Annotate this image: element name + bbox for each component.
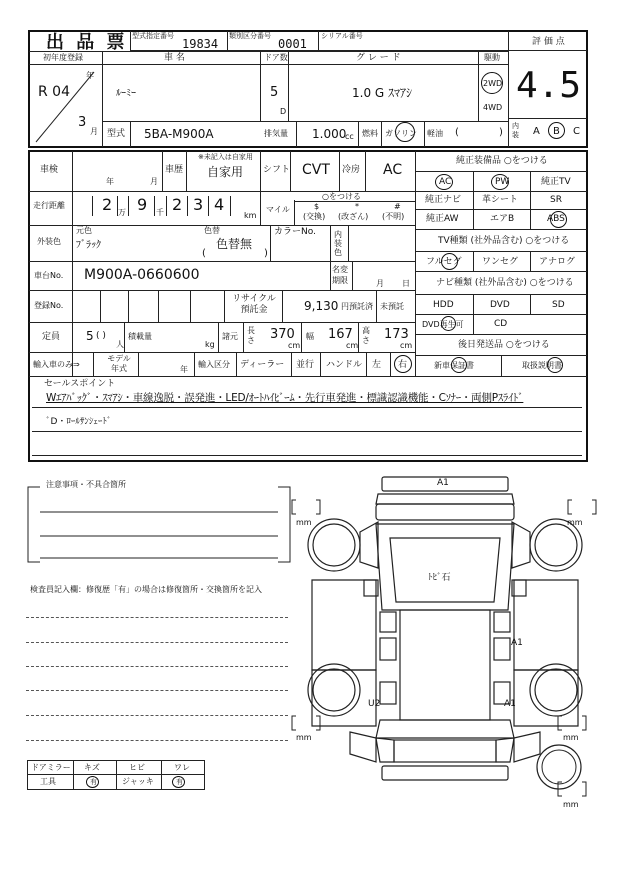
parallel-option[interactable]: 並行	[296, 360, 315, 370]
inspector-label: 検査員記入欄：修復歴「有」の場合は修復箇所・交換箇所を記入	[30, 585, 262, 594]
damage-a1-rear: A1	[504, 699, 516, 709]
damage-windshield: ﾄﾋﾞ石	[428, 573, 451, 583]
grade-value: 1.0 G ｽﾏｱｼ	[352, 86, 413, 100]
equip-sr[interactable]: SR	[550, 195, 562, 205]
light-oil-label[interactable]: 軽油	[427, 129, 443, 138]
handle-right[interactable]: 右	[398, 360, 408, 370]
category-value: 0001	[278, 37, 307, 51]
drive-label: 駆動	[484, 53, 500, 62]
type-designation-value: 19834	[182, 37, 219, 51]
handle-label: ハンドル	[326, 360, 363, 370]
diagram-mm-rl: mm	[296, 733, 312, 742]
doors-type: D	[280, 107, 287, 116]
diagram-mm-rr: mm	[563, 733, 579, 742]
rear-bumper	[382, 766, 508, 780]
shift-label: シフト	[263, 165, 291, 175]
interior-option-b[interactable]: B	[553, 126, 560, 137]
interior-b-circle	[548, 122, 565, 139]
later-manual[interactable]: 取扱説明書	[522, 361, 562, 370]
recycle-label: リサイクル預託金	[232, 294, 276, 315]
tv-oneseg[interactable]: ワンセグ	[482, 257, 519, 267]
history-note: ※未記入は自家用	[198, 153, 253, 161]
spare-wheel	[534, 742, 584, 792]
legend-table: ドアミラー キズ ヒビ ワレ 工具 有 ジャッキ 有	[27, 760, 205, 790]
drive-2wd-circle	[481, 72, 503, 94]
rear-hatch	[394, 740, 496, 762]
later-title: 後日発送品 ○をつける	[458, 340, 550, 350]
interior-option-a[interactable]: A	[533, 126, 540, 137]
capacity-label: 定員	[42, 332, 61, 342]
handle-left[interactable]: 左	[372, 360, 382, 370]
fuel-value[interactable]: ガソリン	[385, 129, 417, 138]
navi-dvd-play[interactable]: DVD再生可	[422, 320, 464, 329]
equip-abs[interactable]: ABS	[547, 214, 565, 224]
first-reg-label: 初年度登録	[43, 53, 83, 62]
mileage-digit-1: 2	[102, 195, 113, 214]
serial-label: シリアル番号	[321, 32, 363, 40]
unknown-option[interactable]: (不明)	[382, 212, 405, 221]
equip-leather[interactable]: 革シート	[482, 195, 519, 205]
tamper-option[interactable]: (改ざん)	[338, 212, 369, 221]
equip-ac[interactable]: AC	[439, 177, 452, 187]
diagram-mm-fr: mm	[567, 518, 583, 527]
import-div-label: 輸入区分	[198, 360, 230, 369]
diagram-mm-spare: mm	[563, 800, 579, 809]
name-change-label: 名変期限	[332, 265, 348, 285]
diagram-mm-fl: mm	[296, 518, 312, 527]
sales-points-line1: Wｴｱﾊﾞｯｸﾞ・ｽﾏｱｼ・車線逸脱・誤発進・LED/ｵｰﾄﾊｲﾋﾞｰﾑ・先行車発進・標識認識機能・Cｿﾅｰ・両側Pｽﾗｲﾄﾞ	[46, 392, 524, 404]
mileage-digit-3: 2	[172, 195, 183, 214]
score-label: 評 価 点	[532, 37, 565, 47]
equipment-panel	[416, 151, 587, 376]
exterior-label: 外装色	[37, 237, 61, 246]
model-name-label: 車 名	[164, 53, 185, 63]
navi-hdd[interactable]: HDD	[433, 300, 454, 310]
front-left-wheel	[308, 519, 360, 571]
exterior-value: ﾌﾞﾗｯｸ	[76, 240, 101, 251]
equip-tv[interactable]: 純正TV	[541, 177, 571, 187]
hood	[376, 494, 514, 504]
color-change-value: 色替無	[216, 237, 253, 251]
navi-title: ナビ種類 (社外品含む) ○をつける	[436, 278, 574, 288]
mile-label: マイル	[266, 205, 290, 214]
doors-label: ドア数	[264, 53, 288, 62]
color-change-label: 色替	[204, 226, 220, 235]
tv-title: TV種類 (社外品含む) ○をつける	[438, 236, 570, 246]
mileage-digit-2: 9	[137, 195, 148, 214]
dims-label: 諸元	[222, 332, 238, 341]
caution-label: 注意事項・不具合箇所	[46, 480, 126, 489]
mileage-digit-5: 4	[214, 195, 225, 214]
recycle-unpaid[interactable]: 未預託	[380, 302, 404, 311]
tv-analog[interactable]: アナログ	[539, 257, 576, 267]
chassis-label: 車台No.	[34, 271, 64, 280]
equip-airbag[interactable]: エアB	[490, 214, 515, 224]
tv-fullseg[interactable]: フルセグ	[426, 257, 462, 267]
mileage-label: 走行距離	[33, 201, 65, 210]
interior-color-label: 内装色	[334, 230, 342, 257]
history-value: 自家用	[207, 165, 244, 179]
navi-cd[interactable]: CD	[494, 319, 508, 329]
first-reg-era: R 04	[38, 84, 70, 100]
drive-2wd[interactable]: 2WD	[483, 79, 503, 88]
type-value: 5BA-M900A	[144, 127, 214, 141]
damage-u2-left: U2	[368, 699, 381, 709]
damage-a1-right: A1	[511, 638, 523, 648]
rear-right-wheel	[530, 664, 582, 716]
equip-pw[interactable]: PW	[495, 177, 510, 187]
mileage-digit-4: 3	[193, 195, 204, 214]
navi-dvd[interactable]: DVD	[490, 300, 510, 310]
import-label: 輸入車のみ⇒	[33, 360, 80, 369]
model-name-value: ﾙｰﾐｰ	[116, 88, 136, 99]
interior-option-c[interactable]: C	[573, 126, 580, 137]
fuel-label: 燃料	[362, 129, 378, 138]
swap-option[interactable]: (交換)	[303, 212, 326, 221]
damage-a1-bumper: A1	[437, 478, 449, 488]
drive-4wd[interactable]: 4WD	[483, 103, 503, 112]
type-designation-label: 型式指定番号	[132, 32, 174, 40]
color-no-label: カラーNo.	[274, 227, 316, 237]
interior-label: 内装	[512, 122, 519, 139]
sales-points-label: セールスポイント	[44, 379, 116, 389]
equip-navi[interactable]: 純正ナビ	[425, 195, 462, 205]
capacity-value: 5	[86, 329, 94, 343]
equip-aw[interactable]: 純正AW	[426, 214, 459, 224]
sales-points-line2: ﾞD・ﾛｰﾙｻﾝｼｪｰﾄﾞ	[46, 417, 112, 427]
score-value: 4.5	[516, 65, 582, 106]
type-label: 型式	[107, 129, 126, 139]
reg-no-label: 登録No.	[34, 301, 64, 310]
grade-label: グ レ ー ド	[356, 53, 401, 63]
doors-value: 5	[270, 85, 279, 100]
inspection-label: 車検	[40, 165, 59, 175]
length-value: 370	[270, 327, 295, 342]
height-value: 173	[384, 327, 409, 342]
history-label: 車歴	[165, 165, 184, 175]
displacement-label: 排気量	[264, 129, 288, 138]
width-value: 167	[328, 327, 353, 342]
shift-value: CVT	[302, 162, 330, 178]
color-original-label: 元色	[76, 226, 92, 235]
equipment-title: 純正装備品 ○をつける	[456, 156, 548, 166]
cooler-value: AC	[383, 162, 403, 178]
later-warranty[interactable]: 新車保証書	[434, 361, 474, 370]
form-title: 出 品 票	[46, 32, 128, 53]
cooler-label: 冷房	[342, 165, 361, 175]
windshield	[376, 524, 514, 610]
rear-left-wheel	[308, 664, 360, 716]
fuel-circle	[395, 122, 415, 142]
displacement-value: 1.000	[312, 127, 347, 141]
caution-box	[26, 482, 292, 564]
chassis-value: M900A-0660600	[84, 267, 200, 283]
load-label: 積載量	[128, 332, 152, 341]
first-reg-month: 3	[78, 115, 87, 130]
roof	[400, 610, 490, 720]
recycle-value: 9,130	[304, 299, 339, 313]
model-year-label: モデル年式	[107, 354, 131, 373]
category-label: 類別区分番号	[229, 32, 271, 40]
dealer-option[interactable]: ディーラー	[240, 360, 285, 370]
handle-right-circle	[394, 355, 412, 373]
navi-sd[interactable]: SD	[552, 300, 565, 310]
